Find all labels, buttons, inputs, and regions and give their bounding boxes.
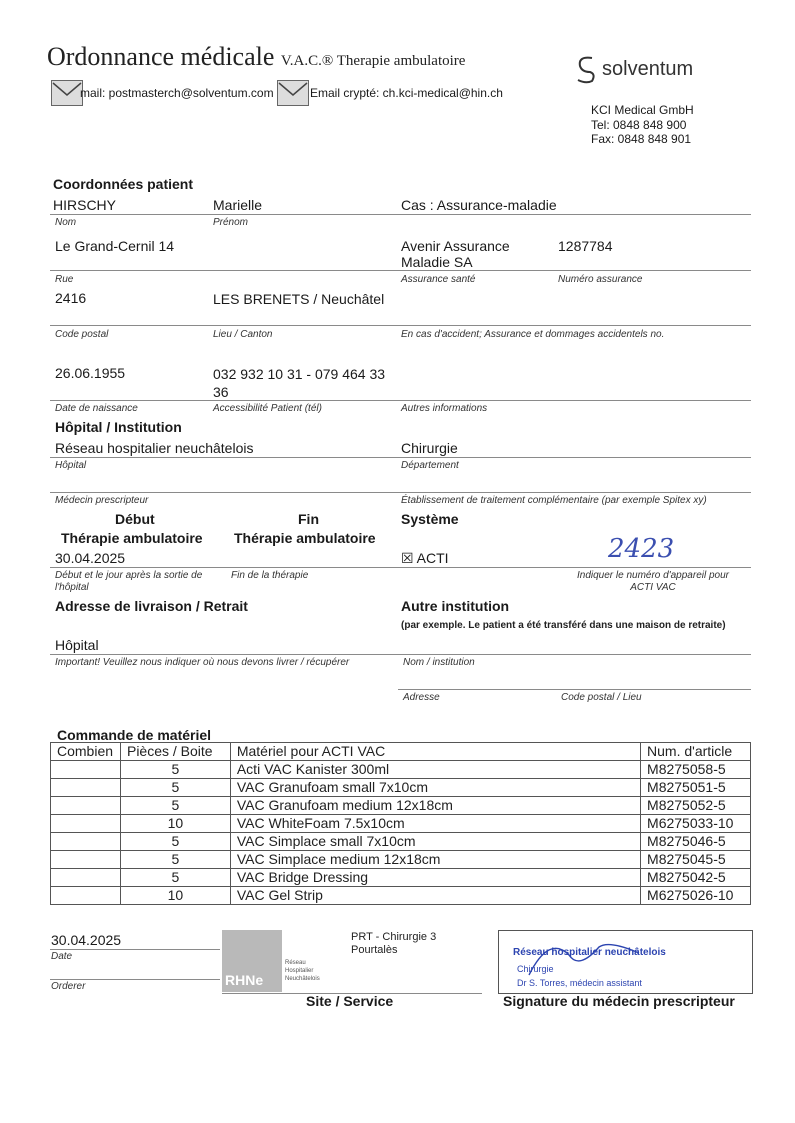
rhne-logo [222,930,282,992]
table-row [51,887,751,905]
col-article: Num. d'article [641,743,751,761]
cell-pieces: 5 [120,869,230,887]
livraison-value[interactable]: Hôpital [55,637,99,653]
table-row [51,833,751,851]
table-row [51,797,751,815]
patient-code-postal[interactable]: 2416 [55,290,87,306]
cell-combien[interactable] [51,815,121,833]
label-tel: Accessibilité Patient (tél) [213,403,322,414]
signature-box[interactable] [498,930,753,994]
section-autre-institution: Autre institution [401,598,510,614]
label-departement: Département [401,460,459,471]
label-etablissement: Établissement de traitement complémentaire (par exemple Spitex xy) [401,495,707,506]
table-row [51,869,751,887]
cell-pieces: 5 [120,797,230,815]
label-orderer: Orderer [51,981,86,992]
cell-article: M8275046-5 [641,833,751,851]
cell-article: M6275026-10 [641,887,751,905]
divider [50,400,751,401]
cell-article: M8275042-5 [641,869,751,887]
cell-pieces: 10 [120,815,230,833]
label-livraison: Important! Veuillez nous indiquer où nous devons livrer / récupérer [55,657,350,668]
cell-article: M8275058-5 [641,761,751,779]
patient-lieu[interactable]: LES BRENETS / Neuchâtel [213,291,385,307]
patient-rue[interactable]: Le Grand-Cernil 14 [55,238,175,254]
stamp-line2: Chirurgie [517,964,554,974]
label-rue: Rue [55,274,74,285]
cell-materiel: VAC Granufoam small 7x10cm [230,779,640,797]
encrypted-email[interactable]: Email crypté: ch.kci-medical@hin.ch [310,86,503,100]
divider [50,325,751,326]
label-num-assurance: Numéro assurance [558,274,643,285]
label-medecin: Médecin prescripteur [55,495,149,506]
rhne-logo-text: RHNe [225,972,264,988]
solventum-logo-icon [574,54,598,89]
divider [50,949,220,950]
email-address[interactable]: mail: postmasterch@solventum.com [80,86,274,100]
cell-pieces: 5 [120,833,230,851]
cell-combien[interactable] [51,833,121,851]
cell-article: M8275052-5 [641,797,751,815]
table-row [51,815,751,833]
encrypted-mail-icon [277,80,309,106]
cell-materiel: Acti VAC Kanister 300ml [230,761,640,779]
cell-materiel: VAC Simplace small 7x10cm [230,833,640,851]
cell-materiel: VAC Gel Strip [230,887,640,905]
section-patient: Coordonnées patient [53,176,194,192]
divider [50,654,751,655]
cell-materiel: VAC Simplace medium 12x18cm [230,851,640,869]
label-assurance: Assurance santé [401,274,476,285]
document-title: Ordonnance médicale V.A.C.® Therapie ambulatoire [47,42,466,71]
label-signature: Signature du médecin prescripteur [503,993,735,1009]
section-commande: Commande de matériel [57,727,212,743]
systeme-acti-checkbox[interactable]: ☒ ACTI [401,550,449,566]
therapie-debut-date[interactable]: 30.04.2025 [55,550,126,566]
company-fax: Fax: 0848 848 901 [591,132,692,146]
cell-pieces: 10 [120,887,230,905]
table-row [51,779,751,797]
document-subtitle: V.A.C.® Therapie ambulatoire [280,53,466,69]
material-table [50,742,751,905]
label-appareil: Indiquer le numéro d'appareil pour ACTI VAC [576,570,729,593]
header-fin: Fin [298,511,319,527]
label-hopital: Hôpital [55,460,87,471]
site-line1: PRT - Chirurgie 3 [351,931,437,943]
rhne-logo-caption: Réseau Hospitalier Neuchâtelois [285,960,320,982]
col-materiel: Matériel pour ACTI VAC [230,743,640,761]
cell-materiel: VAC WhiteFoam 7.5x10cm [230,815,640,833]
label-prenom: Prénom [213,217,249,228]
divider [398,689,751,690]
divider [50,214,751,215]
divider [50,492,751,493]
cell-combien[interactable] [51,851,121,869]
mail-icon [51,80,83,106]
patient-cas[interactable]: Cas : Assurance-maladie [401,197,557,213]
header-therapie-fin: Thérapie ambulatoire [234,530,376,546]
company-name: KCI Medical GmbH [591,103,694,117]
label-code-postal: Code postal [55,329,109,340]
table-header-row [51,743,751,761]
patient-nom[interactable]: HIRSCHY [53,197,117,213]
col-pieces: Pièces / Boite [120,743,230,761]
label-date: Date [51,951,73,962]
signature-icon [519,935,659,991]
patient-assurance[interactable]: Avenir Assurance Maladie SA [401,238,510,270]
divider [50,979,220,980]
stamp-line1: Réseau hospitalier neuchâtelois [513,947,666,958]
hopital-nom[interactable]: Réseau hospitalier neuchâtelois [55,440,254,456]
divider [50,567,751,568]
header-systeme: Système [401,511,459,527]
brand-name: solventum [602,58,694,80]
autre-institution-note: (par exemple. Le patient a été transféré dans une maison de retraite) [401,620,726,631]
col-combien: Combien [51,743,121,761]
cell-materiel: VAC Granufoam medium 12x18cm [230,797,640,815]
label-autres: Autres informations [401,403,488,414]
company-tel: Tel: 0848 848 900 [591,118,687,132]
section-livraison: Adresse de livraison / Retrait [55,598,248,614]
cell-combien[interactable] [51,869,121,887]
numero-appareil[interactable]: 2423 [608,534,675,564]
cell-article: M6275033-10 [641,815,751,833]
header-debut: Début [115,511,155,527]
cell-combien[interactable] [51,797,121,815]
site-line2: Pourtalès [351,944,398,956]
cell-combien[interactable] [51,887,121,905]
patient-naissance[interactable]: 26.06.1955 [55,365,126,381]
stamp-line3: Dr S. Torres, médecin assistant [517,978,642,988]
patient-num-assurance[interactable]: 1287784 [558,238,613,254]
label-nom: Nom [55,217,77,228]
label-lieu: Lieu / Canton [213,329,273,340]
cell-materiel: VAC Bridge Dressing [230,869,640,887]
cell-pieces: 5 [120,761,230,779]
label-fin: Fin de la thérapie [231,570,309,581]
divider [50,270,751,271]
cell-article: M8275045-5 [641,851,751,869]
cell-pieces: 5 [120,779,230,797]
label-nom-institution: Nom / institution [403,657,475,668]
cell-combien[interactable] [51,779,121,797]
hopital-departement[interactable]: Chirurgie [401,440,458,456]
patient-prenom[interactable]: Marielle [213,197,263,213]
label-naissance: Date de naissance [55,403,138,414]
patient-tel[interactable]: 032 932 10 31 - 079 464 33 36 [213,366,386,400]
label-adresse: Adresse [403,692,440,703]
cell-pieces: 5 [120,851,230,869]
table-row [51,761,751,779]
footer-date[interactable]: 30.04.2025 [51,932,122,948]
label-code-postal-lieu: Code postal / Lieu [561,692,642,703]
section-hopital: Hôpital / Institution [55,419,182,435]
cell-article: M8275051-5 [641,779,751,797]
label-accident: En cas d'accident; Assurance et dommages accidentels no. [401,329,665,340]
header-therapie-debut: Thérapie ambulatoire [61,530,203,546]
label-site-service: Site / Service [306,993,394,1009]
cell-combien[interactable] [51,761,121,779]
label-debut: Début et le jour après la sortie de l'hôpital [55,570,203,593]
divider [50,457,751,458]
table-row [51,851,751,869]
